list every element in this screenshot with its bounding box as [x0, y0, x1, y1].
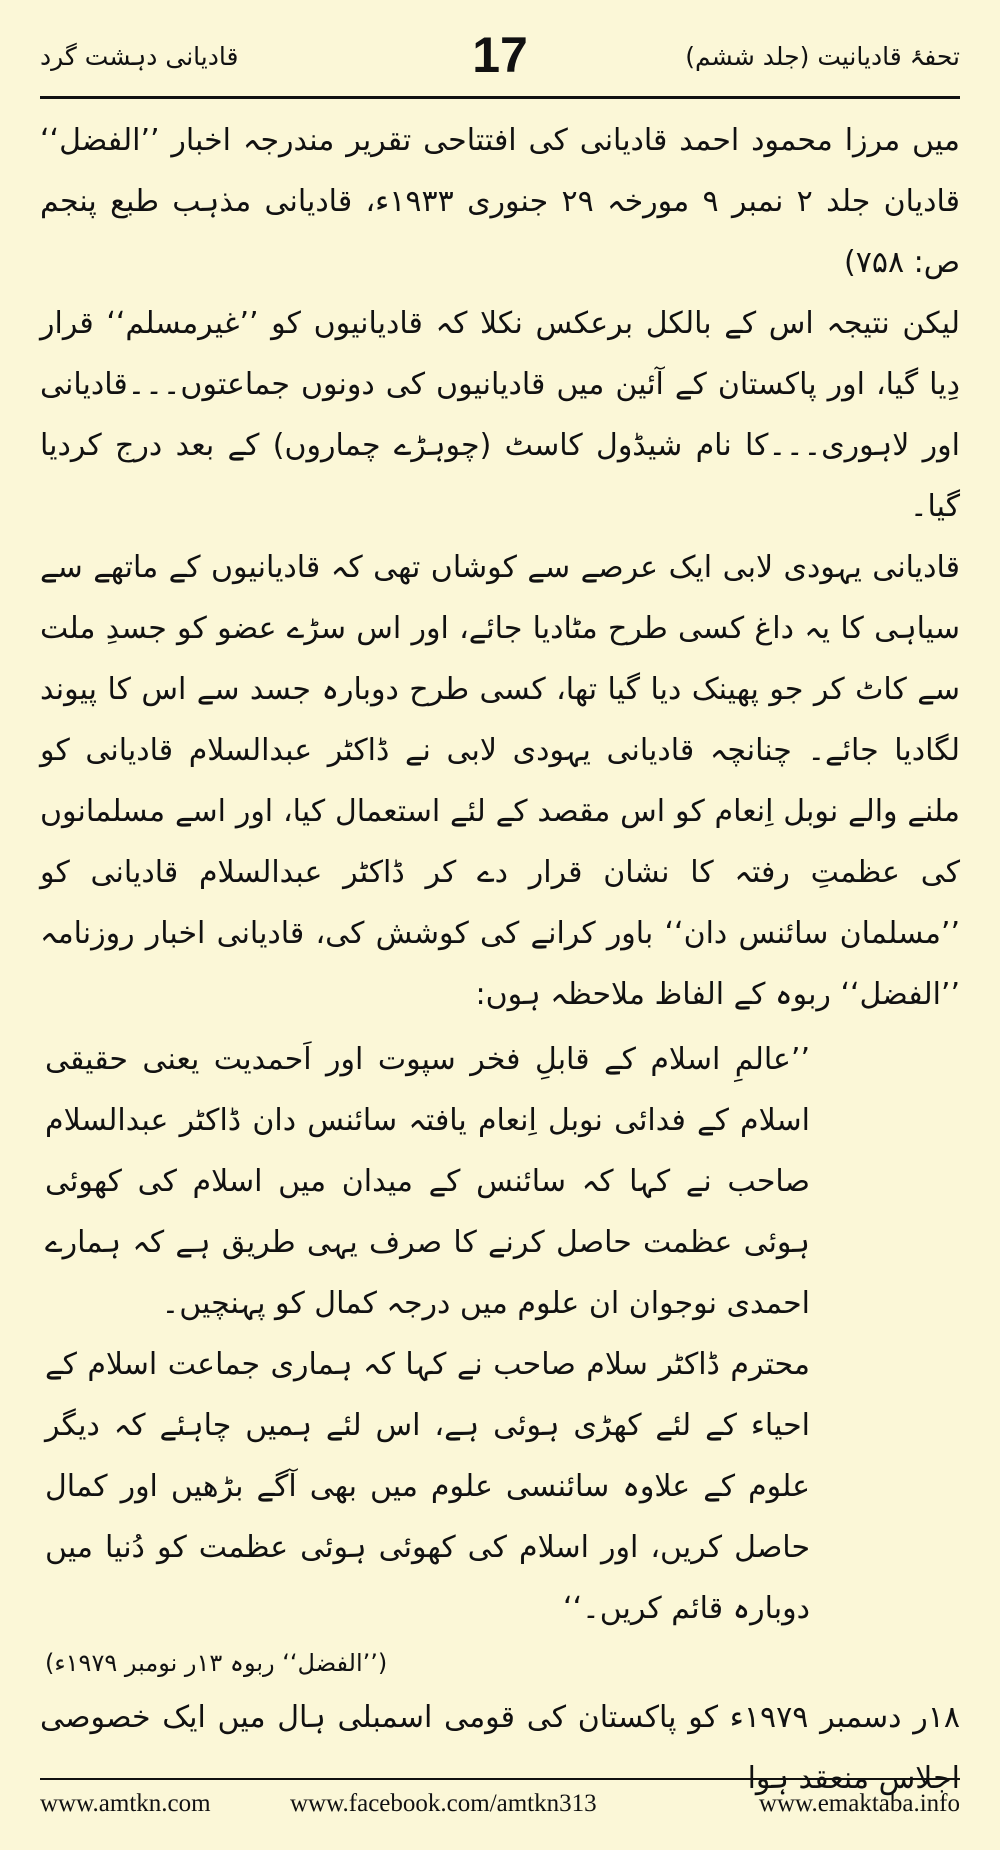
block-quote — [45, 1029, 810, 1687]
paragraph-result: لیکن نتیجہ اس کے بالکل برعکس نکلا کہ قادیانیوں کو ’’غیرمسلم‘‘ قرار دِیا گیا، اور پاکستان کے آئین میں قادیانیوں کی دونوں جماعتوں۔۔۔قادیانی اور لاہوری۔۔۔کا نام شیڈول کاسٹ (چوہڑے چماروں) کے بعد درج کردیا گیا۔ — [40, 306, 960, 524]
page-header — [40, 20, 960, 95]
header-divider — [40, 96, 960, 99]
footer-link-amtkn[interactable]: www.amtkn.com — [40, 1790, 211, 1817]
footer-link-facebook[interactable]: www.facebook.com/amtkn313 — [290, 1790, 597, 1817]
page-footer — [40, 1790, 960, 1830]
quote-paragraph-2: محترم ڈاکٹر سلام صاحب نے کہا کہ ہماری جماعت اسلام کے احیاء کے لئے کھڑی ہوئی ہے، اس لئے ہمیں چاہئے کہ دیگر علوم کے علاوہ سائنسی علوم میں بھی آگے بڑھیں اور کمال حاصل کریں، اور اسلام کی کھوئی ہوئی عظمت کو دُنیا میں دوبارہ قائم کریں۔‘‘ — [45, 1347, 810, 1626]
paragraph-reference: میں مرزا محمود احمد قادیانی کی افتتاحی تقریر مندرجہ اخبار ’’الفضل‘‘ قادیان جلد ۲ نمبر ۹ مورخہ ۲۹ جنوری ۱۹۳۳ء، قادیانی مذہب طبع پنجم ص: ۷۵۸) — [40, 123, 961, 280]
paragraph-lobby: قادیانی یہودی لابی ایک عرصے سے کوشاں تھی کہ قادیانیوں کے ماتھے سے سیاہی کا یہ داغ کسی طرح مٹادیا جائے، اور اس سڑے عضو کو جسدِ ملت سے کاٹ کر جو پھینک دیا گیا تھا، کسی طرح دوبارہ جسد سے اس کا پیوند لگادیا جائے۔ چنانچہ قادیانی یہودی لابی نے ڈاکٹر عبدالسلام قادیانی کو ملنے والے نوبل اِنعام کو اس مقصد کے لئے استعمال کیا، اور اسے مسلمانوں کی عظمتِ رفتہ کا نشان قرار دے کر ڈاکٹر عبدالسلام قادیانی کو ’’مسلمان سائنس دان‘‘ باور کرانے کی کوشش کی، قادیانی اخبار روزنامہ ’’الفضل‘‘ ربوہ کے الفاظ ملاحظہ ہوں: — [40, 550, 960, 1012]
book-title: تحفۂ قادیانیت (جلد ششم) — [685, 42, 960, 71]
page-number: 17 — [472, 27, 528, 83]
page-body — [40, 110, 961, 1796]
chapter-title: قادیانی دہشت گرد — [40, 42, 239, 71]
footer-link-emaktaba[interactable]: www.emaktaba.info — [758, 1790, 960, 1817]
footer-divider — [40, 1778, 960, 1780]
quote-citation: (’’الفضل‘‘ ربوہ ۱۳ر نومبر ۱۹۷۹ء) — [45, 1649, 388, 1677]
paragraph-closing: ۱۸ر دسمبر ۱۹۷۹ء کو پاکستان کی قومی اسمبلی ہال میں ایک خصوصی اجلاس منعقد ہوا — [40, 1700, 960, 1796]
quote-paragraph-1: ’’عالمِ اسلام کے قابلِ فخر سپوت اور اَحمدیت یعنی حقیقی اسلام کے فدائی نوبل اِنعام یافتہ سائنس دان ڈاکٹر عبدالسلام صاحب نے کہا کہ سائنس کے میدان میں اسلام کی کھوئی ہوئی عظمت حاصل کرنے کا صرف یہی طریق ہے کہ ہمارے احمدی نوجوان ان علوم میں درجہ کمال کو پہنچیں۔ — [45, 1042, 810, 1321]
